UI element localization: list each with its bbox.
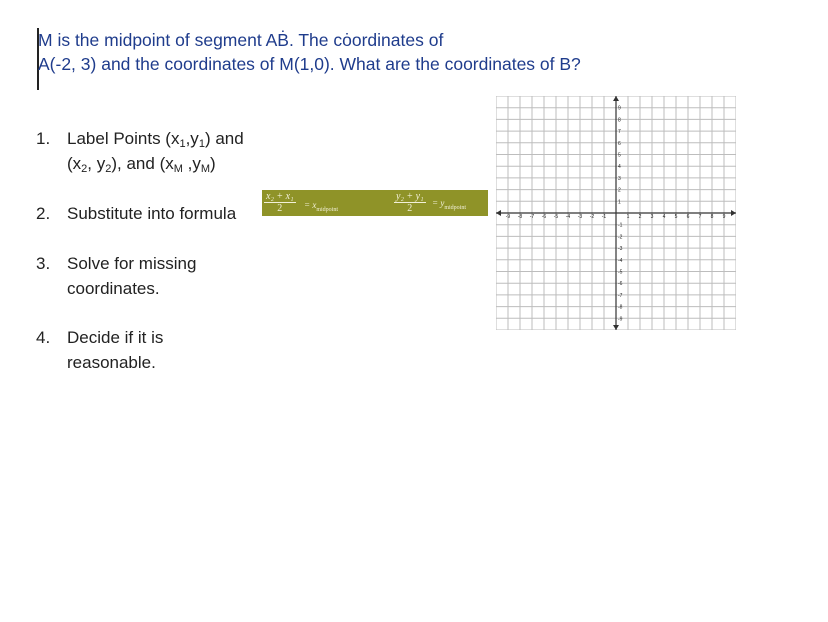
x-tick-label: -8 — [517, 214, 523, 220]
x-axis-arrow — [731, 210, 736, 216]
subscript: 2 — [81, 163, 88, 175]
x-tick-label: 5 — [674, 214, 678, 220]
y-tick-label: -4 — [618, 257, 623, 264]
y-tick-label: -3 — [618, 246, 623, 253]
step-1-text-b: ,y — [185, 129, 199, 148]
subscript: 2 — [105, 163, 112, 175]
x-tick-label: -4 — [565, 214, 571, 220]
step-1-text-g: ,y — [182, 154, 201, 173]
step-number: 2. — [36, 204, 51, 223]
y-tick-label: 2 — [618, 187, 621, 194]
x-denominator: 2 — [277, 203, 283, 214]
x-tick-label: 6 — [686, 214, 690, 220]
step-3-line-2: coordinates. — [67, 279, 160, 298]
y-tick-label: 6 — [618, 140, 621, 147]
x-tick-label: 9 — [722, 214, 726, 220]
y-midpoint-label — [432, 198, 466, 211]
y-numerator: y₂ + y₁ — [396, 191, 424, 202]
y-axis-arrow-down — [613, 325, 619, 330]
x-fraction — [264, 191, 296, 214]
midpoint-formula-image — [262, 190, 488, 216]
step-4-line-2: reasonable. — [67, 353, 156, 372]
x-tick-label: 8 — [710, 214, 714, 220]
y-tick-label: -9 — [618, 316, 623, 323]
step-1-text-a: Label Points (x — [67, 129, 180, 148]
y-tick-label: 3 — [618, 175, 621, 182]
step-number: 4. — [36, 328, 51, 347]
step-3 — [36, 251, 196, 301]
step-1-line-1 — [67, 129, 244, 148]
x-tick-label: -6 — [541, 214, 547, 220]
step-1 — [36, 126, 244, 176]
step-number: 3. — [36, 254, 51, 273]
step-body — [67, 251, 196, 301]
x-tick-label: 2 — [638, 214, 642, 220]
y-tick-label: -5 — [618, 269, 623, 276]
y-tick-label: 9 — [618, 105, 621, 112]
y-tick-label: -2 — [618, 234, 623, 241]
subscript: M — [200, 163, 211, 175]
subscript: 1 — [198, 138, 205, 150]
y-tick-label: -6 — [618, 281, 623, 288]
x-equals: = x — [304, 200, 317, 210]
y-tick-label: 4 — [618, 164, 621, 171]
y-tick-label: 1 — [618, 199, 621, 206]
step-number: 1. — [36, 129, 51, 148]
step-3-line-1: Solve for missing — [67, 254, 197, 273]
question-line-1: M is the midpoint of segment AḂ. The cȯordinates of — [38, 30, 444, 50]
step-1-text-d: (x — [67, 154, 82, 173]
y-axis-arrow — [613, 96, 619, 101]
y-equals: = y — [432, 198, 445, 208]
x-tick-label: 3 — [650, 214, 654, 220]
x-subscript: midpoint — [316, 206, 338, 213]
question-line-2: A(-2, 3) and the coordinates of M(1,0). What are the coordinates of B? — [38, 54, 581, 74]
step-1-text-c: ) and — [204, 129, 244, 148]
step-1-text-h: ) — [210, 154, 216, 173]
step-4 — [36, 325, 163, 375]
y-subscript: midpoint — [444, 204, 466, 211]
question-text — [38, 28, 678, 76]
y-tick-label: 7 — [618, 129, 621, 136]
step-1-text-f: ), and (x — [111, 154, 174, 173]
step-1-text-e: , y — [87, 154, 106, 173]
y-tick-label: -8 — [618, 304, 623, 311]
coordinate-grid-svg — [496, 96, 736, 330]
x-tick-label: -9 — [505, 214, 511, 220]
x-tick-label: -3 — [577, 214, 583, 220]
x-tick-label: -2 — [589, 214, 595, 220]
step-body — [67, 126, 244, 176]
x-numerator: x₂ + x₁ — [266, 191, 294, 202]
x-tick-label: -7 — [529, 214, 535, 220]
y-tick-label: 8 — [618, 117, 621, 124]
step-2-text: Substitute into formula — [67, 204, 237, 223]
subscript: 1 — [179, 138, 186, 150]
y-tick-label: 5 — [618, 152, 621, 159]
step-2 — [36, 201, 236, 226]
x-tick-label: -5 — [553, 214, 559, 220]
x-tick-label: 4 — [662, 214, 666, 220]
y-denominator: 2 — [407, 203, 413, 214]
step-1-line-2 — [67, 154, 216, 173]
subscript: M — [173, 163, 183, 175]
x-tick-label: 7 — [698, 214, 702, 220]
y-tick-label: -1 — [618, 222, 623, 229]
y-fraction — [394, 191, 426, 214]
x-tick-label: -1 — [601, 214, 607, 220]
x-midpoint-label — [304, 200, 338, 213]
x-axis-arrow-left — [496, 210, 501, 216]
x-tick-label: 1 — [626, 214, 630, 220]
step-body — [67, 325, 163, 375]
y-tick-label: -7 — [618, 292, 623, 299]
step-4-line-1: Decide if it is — [67, 328, 164, 347]
coordinate-grid — [496, 96, 736, 330]
